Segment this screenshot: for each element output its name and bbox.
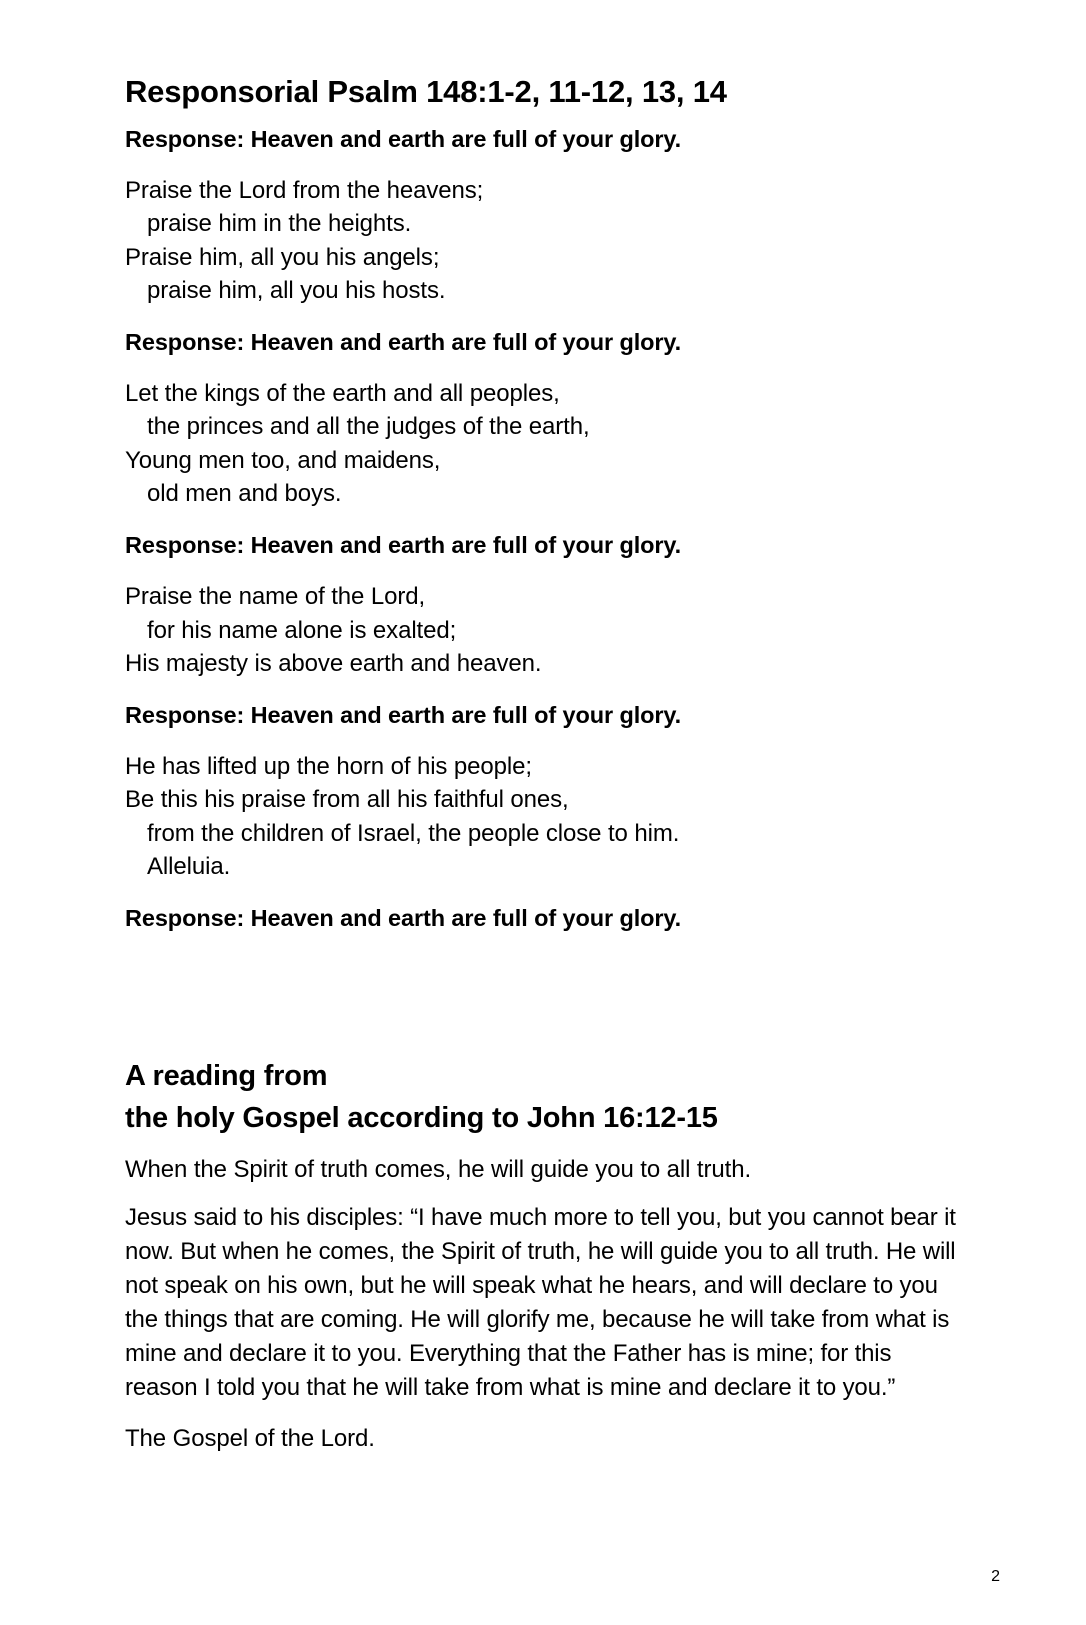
section-spacer: [125, 932, 970, 1055]
gospel-heading-line-2: the holy Gospel according to John 16:12-15: [125, 1102, 718, 1135]
psalm-verse-4: [125, 750, 970, 884]
psalm-response-4: Response: Heaven and earth are full of your glory.: [125, 701, 682, 728]
psalm-verse-line: the princes and all the judges of the earth,: [147, 413, 590, 441]
gospel-heading-line-1: A reading from: [125, 1060, 328, 1093]
psalm-verse-line: His majesty is above earth and heaven.: [125, 650, 542, 678]
psalm-response-1: Response: Heaven and earth are full of your glory.: [125, 125, 682, 152]
psalm-verse-line: praise him in the heights.: [147, 210, 412, 238]
spacer: [125, 153, 970, 174]
psalm-verse-line: Be this his praise from all his faithful ones,: [125, 786, 569, 814]
psalm-verse-line: Praise the Lord from the heavens;: [125, 176, 484, 204]
spacer: [125, 884, 970, 904]
gospel-antiphon: When the Spirit of truth comes, he will guide you to all truth.: [125, 1156, 752, 1184]
spacer: [125, 511, 970, 531]
page-content: [125, 74, 970, 1455]
spacer: [125, 308, 970, 328]
psalm-verse-line: from the children of Israel, the people close to him.: [147, 819, 680, 847]
gospel-closing-line: The Gospel of the Lord.: [125, 1425, 375, 1453]
spacer: [125, 729, 970, 750]
psalm-verse-line: Let the kings of the earth and all peoples,: [125, 379, 560, 407]
psalm-verse-line: praise him, all you his hosts.: [147, 277, 446, 305]
psalm-verse-line: Praise the name of the Lord,: [125, 583, 426, 611]
gospel-body-text: Jesus said to his disciples: “I have much more to tell you, but you cannot bear it now. But when he comes, the Spirit of truth, he will guide you to all truth. He will not speak on his own, but he will speak what he hears, and will declare to you the things that are coming. He will glorify me, because he will take from what is mine and declare it to you. Everything that the Father has is mine; for this reason I told you that he will take from what is mine and declare it to you.”: [125, 1204, 956, 1402]
psalm-verse-line: Praise him, all you his angels;: [125, 243, 440, 271]
psalm-verse-1: [125, 174, 970, 308]
page-number: 2: [991, 1568, 1000, 1585]
psalm-response-3: Response: Heaven and earth are full of your glory.: [125, 531, 682, 558]
spacer: [125, 681, 970, 701]
psalm-verse-line: old men and boys.: [147, 480, 342, 508]
psalm-response-5: Response: Heaven and earth are full of your glory.: [125, 904, 682, 931]
psalm-verse-line: Alleluia.: [147, 853, 231, 881]
spacer: [125, 559, 970, 580]
psalm-verse-3: [125, 580, 970, 681]
psalm-response-2: Response: Heaven and earth are full of your glory.: [125, 328, 682, 355]
psalm-title: Responsorial Psalm 148:1-2, 11-12, 13, 14: [125, 74, 727, 109]
psalm-verse-line: for his name alone is exalted;: [147, 616, 457, 644]
psalm-verse-line: Young men too, and maidens,: [125, 446, 441, 474]
spacer: [125, 356, 970, 377]
psalm-verse-line: He has lifted up the horn of his people;: [125, 752, 532, 780]
psalm-verse-2: [125, 377, 970, 511]
